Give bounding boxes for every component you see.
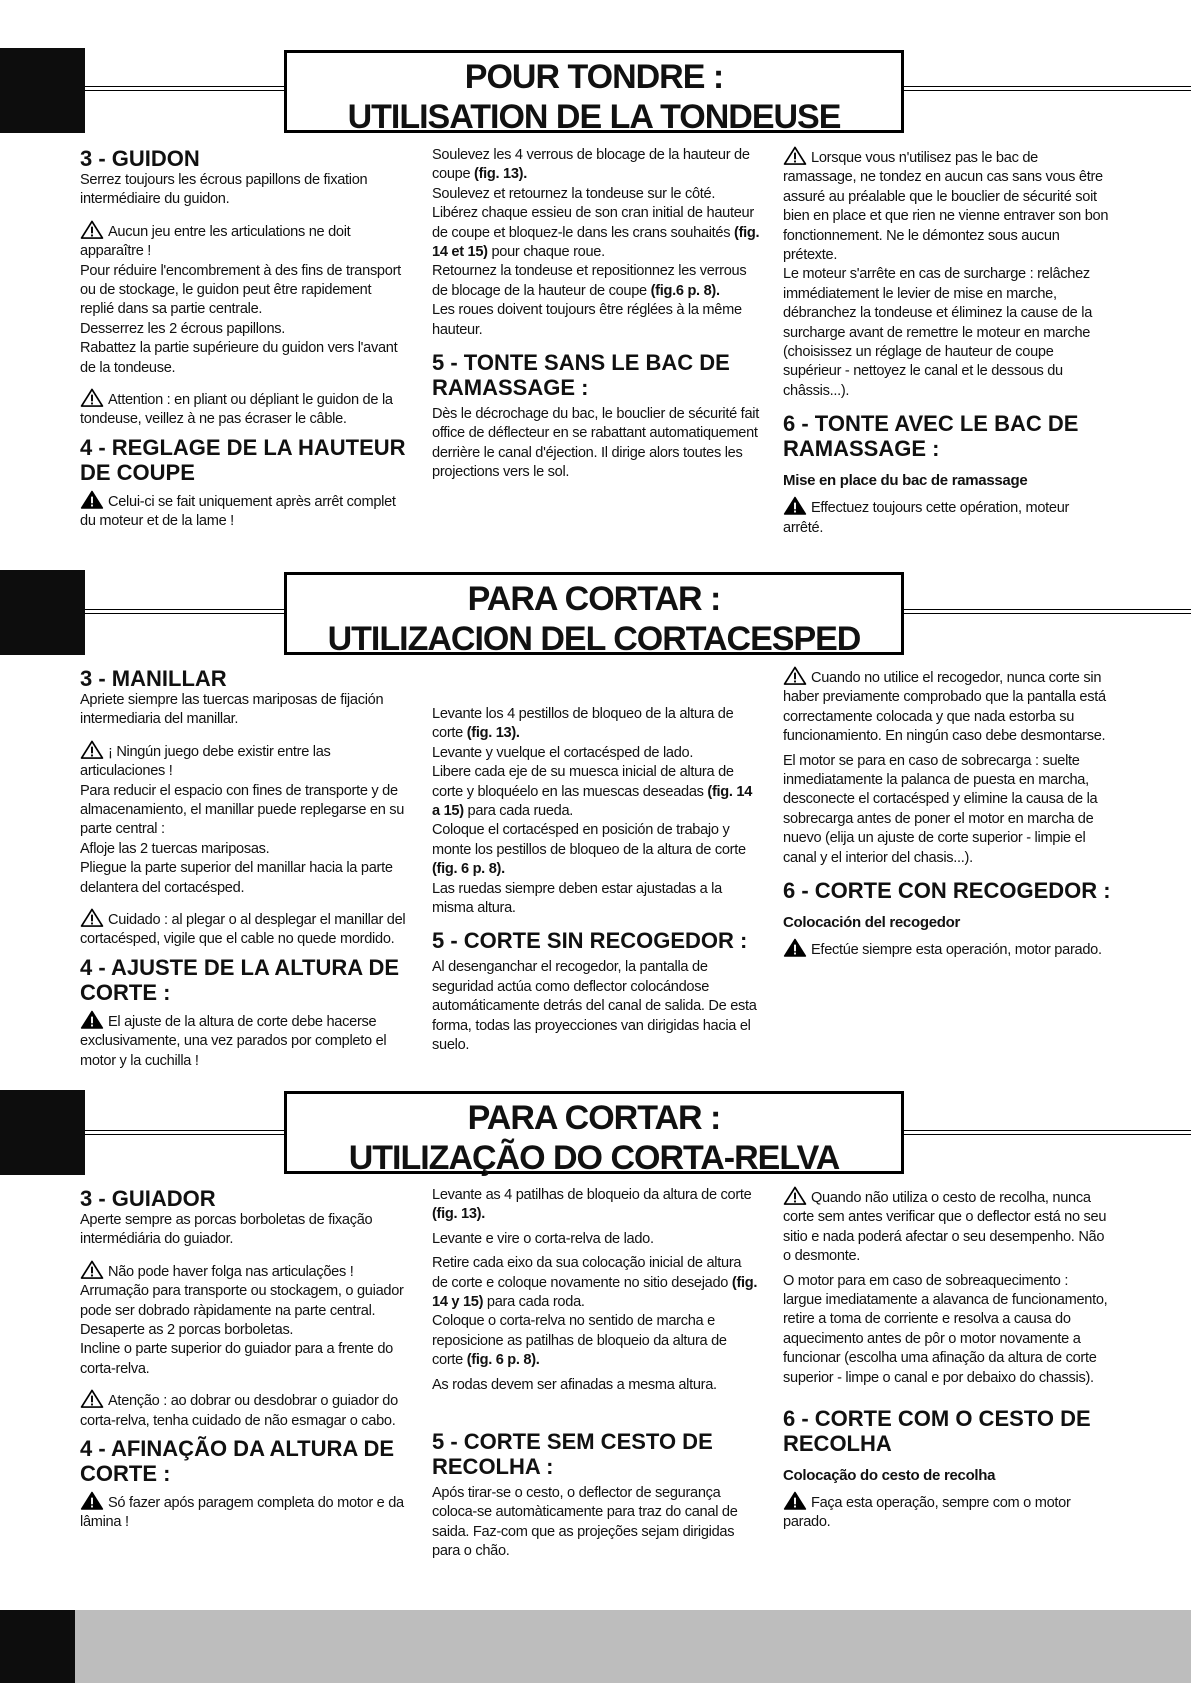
heading-guiador: 3 - GUIADOR — [80, 1186, 216, 1211]
warning-text: Attention : en pliant ou dépliant le guidon de la tondeuse, veillez à ne pas écraser le câble. — [80, 392, 393, 428]
danger-paragraph — [80, 1010, 408, 1071]
danger-paragraph — [783, 1491, 1111, 1533]
paragraph: Rabattez la partie supérieure du guidon vers l'avant de la tondeuse. — [80, 340, 398, 376]
header-rule-left — [85, 86, 285, 91]
subheading: Colocação do cesto de recolha — [783, 1467, 996, 1485]
warning-solid-icon — [80, 1491, 104, 1510]
paragraph — [432, 1312, 760, 1370]
language-tab — [0, 570, 85, 655]
text: Levante as 4 patilhas de bloqueio da altura de corte — [432, 1187, 752, 1203]
warning-paragraph — [80, 740, 408, 782]
warning-text: Cuidado : al plegar o al desplegar el manillar del cortacésped, vigile que el cable no quede mordido. — [80, 912, 406, 948]
warning-paragraph — [80, 1389, 408, 1431]
header-rule-left — [85, 1130, 285, 1135]
column-2 — [432, 1186, 760, 1562]
section-title — [284, 1091, 904, 1177]
text: para cada rueda. — [463, 803, 574, 820]
paragraph: Aperte sempre as porcas borboletas de fixação intermédiária do guiador. — [80, 1212, 373, 1248]
heading-ajuste-altura: 4 - AJUSTE DE LA ALTURA DE CORTE : — [80, 954, 400, 1005]
figure-ref: (fig.6 p. 8). — [650, 282, 720, 299]
paragraph: Para reducir el espacio con fines de transporte y de almacenamiento, el manillar puede replegarse en su parte central : — [80, 782, 405, 838]
paragraph — [432, 262, 760, 301]
paragraph — [432, 705, 760, 744]
warning-text: Lorsque vous n'utilisez pas le bac de ramassage, ne tondez en aucun cas sans vous être assuré au préalable que le bouclier de sécurité soit bien en place et que rien ne vienne entraver son bon fonctionnement. Ne le démontez sous aucun prétexte. — [783, 150, 1109, 264]
paragraph — [432, 146, 760, 185]
subheading: Colocación del recogedor — [783, 914, 961, 932]
warning-outline-icon — [80, 388, 104, 407]
danger-paragraph — [783, 938, 1111, 960]
figure-ref: (fig. 13). — [432, 1206, 485, 1223]
heading-reglage-hauteur: 4 - REGLAGE DE LA HAUTEUR DE COUPE — [80, 434, 406, 485]
section-title-line1: PARA CORTAR : — [467, 1099, 721, 1137]
warning-paragraph — [80, 220, 408, 262]
paragraph: Pliegue la parte superior del manillar hacia la parte delantera del cortacésped. — [80, 860, 393, 896]
heading-corte-sin-recogedor: 5 - CORTE SIN RECOGEDOR : — [432, 928, 748, 954]
text: Coloque el cortacésped en posición de trabajo y monte los pestillos de bloqueo de la altura de corte — [432, 822, 746, 858]
paragraph: O motor para em caso de sobreaquecimento : — [783, 1272, 1069, 1289]
heading-afinacao-altura: 4 - AFINAÇÃO DA ALTURA DE CORTE : — [80, 1436, 395, 1487]
warning-outline-icon — [783, 146, 807, 165]
heading-manillar: 3 - MANILLAR — [80, 666, 227, 691]
section-title — [284, 572, 904, 658]
danger-text: Effectuez toujours cette opération, moteur arrêté. — [783, 500, 1070, 536]
column-3 — [783, 146, 1111, 538]
heading-corte-con-recogedor: 6 - CORTE CON RECOGEDOR : — [783, 878, 1111, 904]
paragraph: Apriete siempre las tuercas mariposas de fijación intermediaria del manillar. — [80, 692, 384, 728]
paragraph — [432, 821, 760, 879]
danger-text: Celui-ci se fait uniquement après arrêt complet du moteur et de la lame ! — [80, 493, 396, 530]
text: Libere cada eje de su muesca inicial de altura de corte y bloquéelo en las muescas deseadas — [432, 764, 734, 800]
footer-band — [0, 1610, 1191, 1683]
warning-outline-icon — [80, 740, 104, 759]
warning-text: Não pode haver folga nas articulações ! — [108, 1263, 354, 1280]
warning-solid-icon — [783, 496, 807, 515]
warning-text: Aucun jeu entre les articulations ne doit apparaître ! — [80, 223, 351, 260]
warning-text: ¡ Ningún juego debe existir entre las articulaciones ! — [80, 743, 331, 780]
heading-corte-com-cesto: 6 - CORTE COM O CESTO DE RECOLHA — [783, 1406, 1091, 1457]
paragraph: Soulevez et retournez la tondeuse sur le côté. — [432, 185, 716, 202]
warning-text: Quando não utiliza o cesto de recolha, nunca corte sem antes verificar que o deflector está no seu sitio e nada poderá afectar o seu desempenho. Não o desmonte. — [783, 1190, 1107, 1265]
heading-guidon: 3 - GUIDON — [80, 146, 200, 171]
text: Retournez la tondeuse et repositionnez les verrous de blocage de la hauteur de coupe — [432, 263, 747, 299]
paragraph — [432, 204, 760, 262]
figure-ref: (fig. 14 a 15) — [432, 783, 753, 820]
paragraph: Dès le décrochage du bac, le bouclier de sécurité fait office de déflecteur en se rabattant automatiquement derrière le canal d'éjection. Il dirige alors toutes les projections vers le sol. — [432, 406, 759, 481]
text: Coloque o corta-relva no sentido de marcha e reposicione as patilhas de bloqueio da altura de corte — [432, 1313, 727, 1369]
paragraph: Afloje las 2 tuercas mariposas. — [80, 840, 270, 857]
column-1 — [80, 1186, 408, 1533]
paragraph: As rodas devem ser afinadas a mesma altura. — [432, 1376, 717, 1393]
paragraph — [432, 763, 760, 821]
warning-paragraph — [783, 1186, 1111, 1267]
warning-outline-icon — [80, 220, 104, 239]
warning-text: Cuando no utilice el recogedor, nunca corte sin haber previamente comprobado que la pantalla está correctamente colocada y que nada estorba su funcionamiento. En ningún caso debe desmontarse. — [783, 670, 1106, 745]
section-title-line2: UTILISATION DE LA TONDEUSE — [347, 98, 841, 136]
column-1 — [80, 146, 408, 532]
danger-text: Efectúe siempre esta operación, motor parado. — [811, 942, 1102, 959]
warning-paragraph — [80, 1260, 408, 1282]
warning-solid-icon — [783, 938, 807, 957]
figure-ref: (fig. 6 p. 8). — [466, 1352, 540, 1369]
danger-paragraph — [80, 490, 408, 532]
warning-text: Atenção : ao dobrar ou desdobrar o guiador do corta-relva, tenha cuidado de não esmagar o cabo. — [80, 1393, 398, 1429]
paragraph: Al desenganchar el recogedor, la pantalla de seguridad actúa como deflector colocándose automáticamente detrás del canal de salida. De esta forma, todas las proyecciones van dirigidas hacia el suelo. — [432, 959, 757, 1054]
warning-paragraph — [783, 666, 1111, 747]
heading-corte-sem-cesto: 5 - CORTE SEM CESTO DE RECOLHA : — [432, 1429, 713, 1480]
section-title-line2: UTILIZAÇÃO DO CORTA-RELVA — [348, 1139, 840, 1177]
paragraph: Las ruedas siempre deben estar ajustadas a la misma altura. — [432, 880, 722, 917]
section-title — [284, 50, 904, 136]
danger-text: Só fazer após paragem completa do motor e da lâmina ! — [80, 1495, 404, 1531]
text: Levante los 4 pestillos de bloqueo de la altura de corte — [432, 706, 734, 742]
language-tab — [0, 48, 85, 133]
paragraph: Arrumação para transporte ou stockagem, o guiador pode ser dobrado ràpidamente na parte central. — [80, 1283, 404, 1319]
footer-tab — [0, 1610, 75, 1683]
paragraph: Pour réduire l'encombrement à des fins de transport ou de stockage, le guidon peut être rapidement replié dans sa partie centrale. — [80, 262, 401, 318]
warning-paragraph — [80, 908, 408, 950]
text: Retire cada eixo da sua colocação inicial de altura de corte e coloque novamente no sitio desejado — [432, 1255, 742, 1291]
paragraph: Le moteur s'arrête en cas de surcharge : relâchez immédiatement le levier de mise en marche, débranchez la tondeuse et éliminez la cause de la surcharge avant de remettre le moteur en marche (choisissez un réglage de hauteur de coupe supérieur - nettoyez le canal et le dessous du châssis...). — [783, 266, 1093, 399]
paragraph: Levante y vuelque el cortacésped de lado. — [432, 744, 694, 761]
column-2 — [432, 146, 760, 483]
subheading: Mise en place du bac de ramassage — [783, 472, 1028, 490]
paragraph: Serrez toujours les écrous papillons de fixation intermédiaire du guidon. — [80, 172, 368, 208]
warning-solid-icon — [783, 1491, 807, 1510]
column-3 — [783, 1186, 1111, 1533]
warning-outline-icon — [80, 908, 104, 927]
section-title-line1: PARA CORTAR : — [467, 580, 721, 618]
heading-tonte-avec-bac: 6 - TONTE AVEC LE BAC DE RAMASSAGE : — [783, 411, 1079, 462]
warning-paragraph — [783, 146, 1111, 265]
paragraph — [432, 1254, 760, 1312]
figure-ref: (fig. 13). — [466, 725, 520, 742]
paragraph: Após tirar-se o cesto, o deflector de segurança coloca-se automàticamente para traz do canal de saida. Faz-com que as projeções sejam dirigidas para o chão. — [432, 1485, 738, 1560]
danger-text: El ajuste de la altura de corte debe hacerse exclusivamente, una vez parados por completo el motor y la cuchilla ! — [80, 1013, 387, 1069]
paragraph: El motor se para en caso de sobrecarga : suelte inmediatamente la palanca de puesta en marcha, desconecte el cortacésped y elimine la causa de la sobrecarga antes de poner el motor en marcha de nuevo (elija un ajuste de corte superior - limpie el canal y el interior del chasis...). — [783, 752, 1098, 866]
column-1 — [80, 666, 408, 1071]
danger-paragraph — [80, 1491, 408, 1533]
text: Libérez chaque essieu de son cran initial de hauteur de coupe et bloquez-le dans les crans souhaités — [432, 205, 754, 241]
danger-paragraph — [783, 496, 1111, 538]
paragraph: Les roues doivent toujours être réglées à la même hauteur. — [432, 302, 742, 338]
paragraph — [432, 1186, 760, 1225]
warning-outline-icon — [783, 1186, 807, 1205]
warning-outline-icon — [80, 1389, 104, 1408]
section-title-line1: POUR TONDRE : — [464, 58, 724, 96]
text: pour chaque roue. — [487, 244, 605, 261]
header-rule-right — [904, 609, 1191, 614]
warning-outline-icon — [80, 1260, 104, 1279]
paragraph: largue imediatamente a alavanca de funcionamento, retire a toma de corriente e resolva a causa do aquecimento antes de pôr o motor novamente a funcionar (escolha uma afinação da altura de corte superior - limpe o canal e por debaixo do chassis). — [783, 1292, 1108, 1386]
figure-ref: (fig. 13). — [474, 166, 527, 183]
figure-ref: (fig. 6 p. 8). — [432, 861, 505, 878]
paragraph: Desaperte as 2 porcas borboletas. — [80, 1322, 294, 1339]
warning-outline-icon — [783, 666, 807, 685]
language-tab — [0, 1090, 85, 1175]
section-title-line2: UTILIZACION DEL CORTACESPED — [327, 620, 861, 658]
warning-solid-icon — [80, 1010, 104, 1029]
figure-ref: (fig. 14 et 15) — [432, 224, 760, 261]
paragraph: Levante e vire o corta-relva de lado. — [432, 1230, 654, 1247]
danger-text: Faça esta operação, sempre com o motor parado. — [783, 1495, 1071, 1531]
header-rule-right — [904, 86, 1191, 91]
heading-tonte-sans-bac: 5 - TONTE SANS LE BAC DE RAMASSAGE : — [432, 350, 730, 401]
text: Soulevez les 4 verrous de blocage de la hauteur de coupe — [432, 147, 750, 183]
column-3 — [783, 666, 1111, 960]
figure-ref: (fig. 14 y 15) — [432, 1274, 758, 1311]
header-rule-right — [904, 1130, 1191, 1135]
warning-solid-icon — [80, 490, 104, 509]
text: para cada roda. — [483, 1294, 585, 1311]
warning-paragraph — [80, 388, 408, 430]
column-2 — [432, 705, 760, 1056]
paragraph: Desserrez les 2 écrous papillons. — [80, 320, 286, 337]
header-rule-left — [85, 609, 285, 614]
paragraph: Incline o parte superior do guiador para a frente do corta-relva. — [80, 1341, 393, 1377]
